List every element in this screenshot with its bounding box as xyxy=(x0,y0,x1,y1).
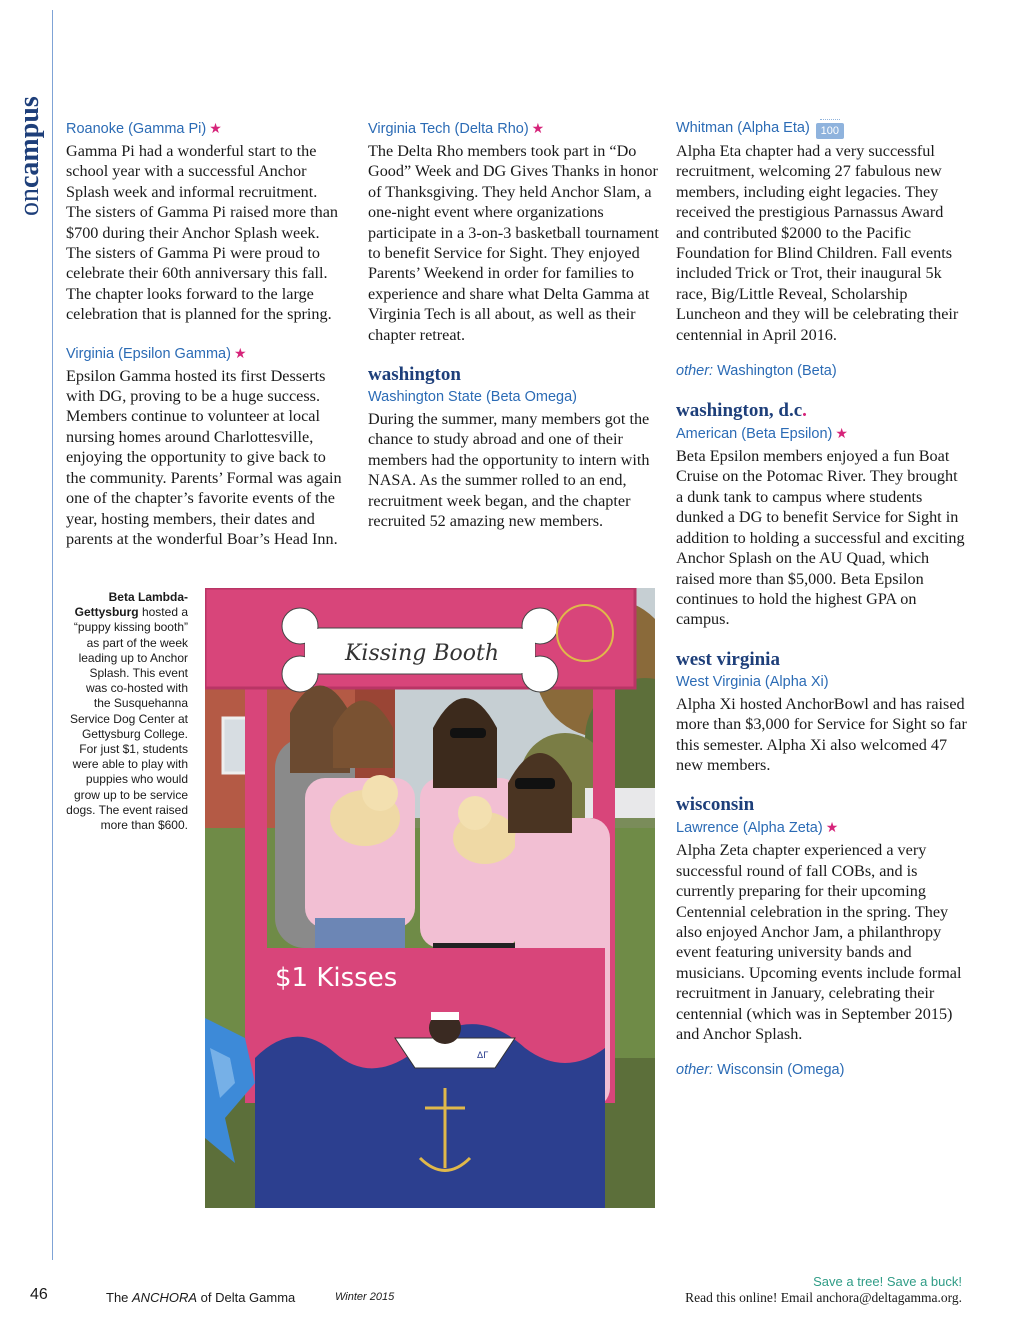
section-divider-line xyxy=(52,10,53,1260)
chapter-text: Gamma Pi had a wonderful start to the school year with a successful Anchor Splash week and informal recruitment. The sisters of Gamma Pi raised more than $700 during their Anchor Splash week. The sisters of Gamma Pi were proud to celebrate their 60th anniversary this fall. The chapter looks forward to the large celebration that is planned for the spring. xyxy=(66,142,338,324)
photo-caption: Beta Lambda-Gettysburg hosted a “puppy kissing booth” as part of the week leading up to Anchor Splash. This event was co-hosted with the Susquehanna Service Dog Center at Gettysburg College. For just $1, students were able to play with puppies who would grow up to be service dogs. The event raised more than $600. xyxy=(66,590,188,833)
star-icon: ★ xyxy=(531,120,545,136)
page-number: 46 xyxy=(30,1286,48,1303)
column-1 xyxy=(66,118,346,549)
chapter-heading: Lawrence (Alpha Zeta) ★ xyxy=(676,819,839,837)
page-footer xyxy=(0,1276,1024,1316)
chapter-heading: Washington State (Beta Omega) xyxy=(368,389,578,406)
section-label-prefix: on xyxy=(14,188,45,216)
chapter-heading: West Virginia (Alpha Xi) xyxy=(676,673,829,690)
chapter-text: Alpha Xi hosted AnchorBowl and has raised more than $3,000 for Service for Sight so far this semester. Alpha Xi also welcomed 47 new members. xyxy=(676,694,967,774)
state-heading: wisconsin xyxy=(676,794,755,816)
other-chapters: other: Washington (Beta) xyxy=(676,363,837,380)
publication-name: The ANCHORA of Delta Gamma xyxy=(106,1290,296,1305)
star-icon: ★ xyxy=(233,344,247,361)
issue-label: Winter 2015 xyxy=(335,1291,395,1303)
chapter-heading: Whitman (Alpha Eta) 100 xyxy=(676,118,968,139)
read-online-note: Read this online! Email anchora@deltagamma.org. xyxy=(685,1290,962,1305)
star-icon: ★ xyxy=(209,120,222,136)
star-icon: ★ xyxy=(835,425,848,442)
kissing-booth-photo xyxy=(205,588,655,1208)
state-heading: west virginia xyxy=(676,648,780,670)
chapter-text: Beta Epsilon members enjoyed a fun Boat Cruise on the Potomac River. They brought a dunk tank to campus where students dunked a DG to benefit Service for Sight in addition to holding a successful and exciting Anchor Splash on the AU Quad, which raised more than $5,000. Beta Epsilon continues to hold the highest GPA on campus. xyxy=(676,447,965,629)
section-label-bold: campus xyxy=(14,96,45,188)
chapter-heading: Roanoke (Gamma Pi) ★ xyxy=(66,120,222,137)
centennial-badge-icon: 100 xyxy=(816,123,844,139)
section-label xyxy=(14,64,45,224)
price-sign-text: $1 Kisses xyxy=(275,963,398,993)
chapter-text: Alpha Zeta chapter experienced a very successful round of fall COBs, and is currently preparing for their upcoming Centennial celebration in the spring. They also enjoyed Anchor Jam, a philanthropy event featuring university bands and musicians. Upcoming events include formal recruitment in January, celebrating their centennial (which was in September 2015) and Anchor Splash. xyxy=(676,841,962,1043)
chapter-text: Alpha Eta chapter had a very successful recruitment, welcoming 27 fabulous new members, including eight legacies. They received the prestigious Parnassus Award and contributed $2000 to the Pacific Foundation for Blind Children. Fall events included Trick or Trot, their inaugural 5k race, Big/Little Reveal, Scholarship Luncheon and they will be celebrating their centennial in April 2016. xyxy=(676,142,959,344)
chapter-heading: Virginia Tech (Delta Rho) ★ xyxy=(368,120,545,137)
chapter-text: The Delta Rho members took part in “Do Good” Week and DG Gives Thanks in honor of Thanksgiving. They held Anchor Slam, a one-night event where organizations participate in a 3-on-3 basketball tournament to benefit Service for Sight. They enjoyed Parents’ Weekend in order for families to experience and share what Delta Gamma at Virginia Tech is all about, as well as their chapter retreat. xyxy=(368,142,659,344)
star-icon: ★ xyxy=(825,819,839,836)
chapter-heading: Virginia (Epsilon Gamma) ★ xyxy=(66,344,247,362)
other-chapters: other: Wisconsin (Omega) xyxy=(676,1062,845,1079)
booth-sign-text: Kissing Booth xyxy=(345,641,499,666)
column-3 xyxy=(676,118,968,1082)
chapter-heading: American (Beta Epsilon) ★ xyxy=(676,425,848,443)
state-heading: washington, d.c. xyxy=(676,400,807,422)
boat-label: ΔΓ xyxy=(477,1051,489,1061)
save-tree-note: Save a tree! Save a buck! xyxy=(813,1274,962,1289)
column-2 xyxy=(368,118,660,532)
state-heading: washington xyxy=(368,364,461,386)
chapter-text: Epsilon Gamma hosted its first Desserts with DG, proving to be a huge success. Members continue to volunteer at local nursing homes around Charlottesville, enjoying the opportunity to give back to the community. Parents’ Formal was again one of the chapter’s favorite events of the year, hosting members, their dates and parents at the wonderful Boar’s Head Inn. xyxy=(66,366,342,548)
chapter-text: During the summer, many members got the chance to study abroad and one of their members had the opportunity to intern with NASA. As the summer rolled to an end, recruitment week began, and the chapter recruited 52 amazing new members. xyxy=(368,410,650,531)
